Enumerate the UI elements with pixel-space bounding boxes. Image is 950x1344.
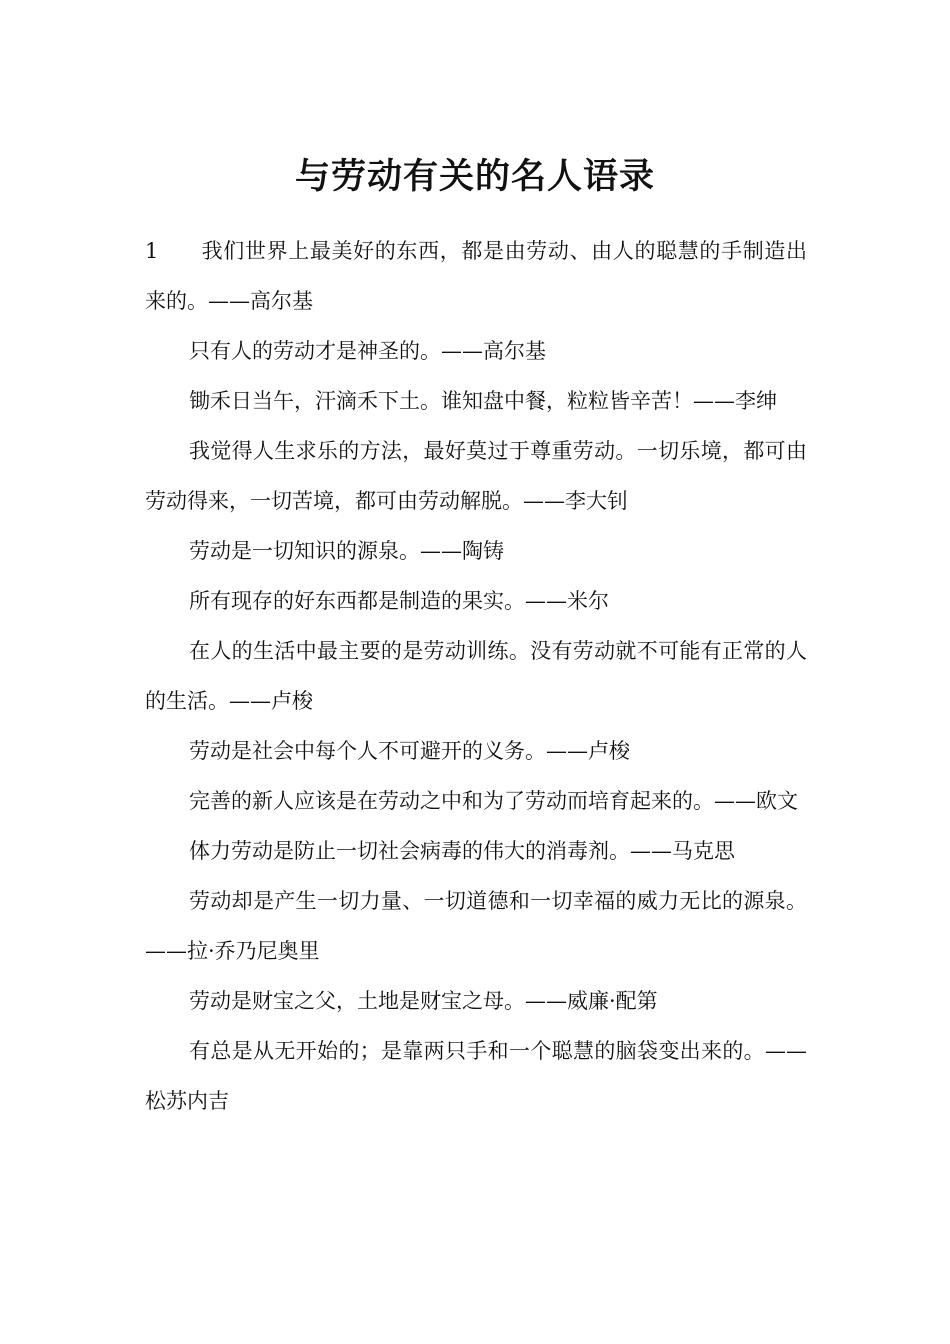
quote-paragraph-1 xyxy=(145,226,807,326)
document-title: 与劳动有关的名人语录 xyxy=(294,157,655,198)
quote-paragraph: 有总是从无开始的；是靠两只手和一个聪慧的脑袋变出来的。——松苏内吉 xyxy=(145,1039,807,1113)
quote-paragraph: 在人的生活中最主要的是劳动训练。没有劳动就不可能有正常的人的生活。——卢梭 xyxy=(145,639,807,713)
quote-paragraph: 劳动却是产生一切力量、一切道德和一切幸福的威力无比的源泉。——拉·乔乃尼奥里 xyxy=(145,889,807,963)
document-body xyxy=(145,226,807,1126)
quote-paragraph: 我觉得人生求乐的方法，最好莫过于尊重劳动。一切乐境，都可由劳动得来，一切苦境，都可由劳动解脱。——李大钊 xyxy=(145,439,807,513)
quote-paragraph: 只有人的劳动才是神圣的。——高尔基 xyxy=(189,339,546,363)
quote-text: 我们世界上最美好的东西，都是由劳动、由人的聪慧的手制造出来的。——高尔基 xyxy=(145,239,807,313)
quote-paragraph: 劳动是社会中每个人不可避开的义务。——卢梭 xyxy=(189,739,630,763)
item-number: 1 xyxy=(145,239,159,263)
quote-paragraph: 劳动是一切知识的源泉。——陶铸 xyxy=(189,539,504,563)
quote-paragraph: 所有现存的好东西都是制造的果实。——米尔 xyxy=(189,589,609,613)
quote-paragraph: 完善的新人应该是在劳动之中和为了劳动而培育起来的。——欧文 xyxy=(189,789,798,813)
quote-paragraph: 锄禾日当午，汗滴禾下土。谁知盘中餐，粒粒皆辛苦！——李绅 xyxy=(189,389,777,413)
quote-paragraph: 体力劳动是防止一切社会病毒的伟大的消毒剂。——马克思 xyxy=(189,839,735,863)
quote-paragraph: 劳动是财宝之父，土地是财宝之母。——威廉·配第 xyxy=(189,989,658,1013)
